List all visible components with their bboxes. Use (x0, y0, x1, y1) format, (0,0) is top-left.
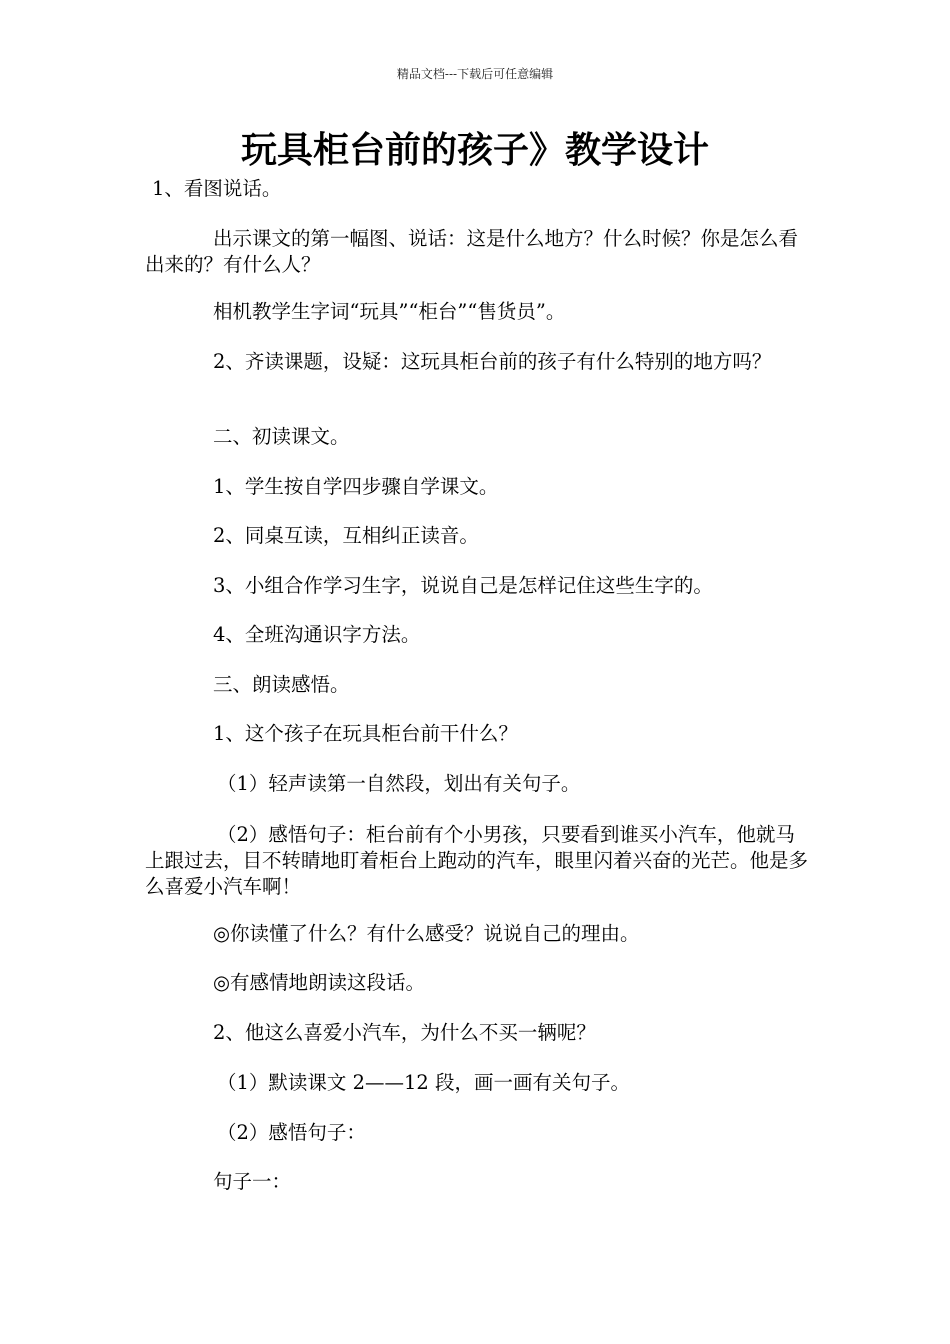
paragraph-5: 二、初读课文。 (213, 425, 350, 448)
paragraph-19: 句子一： (213, 1170, 292, 1193)
paragraph-11: 1、这个孩子在玩具柜台前干什么？ (213, 722, 518, 745)
paragraph-9: 4、全班沟通识字方法。 (213, 623, 421, 646)
paragraph-17: （1）默读课文 2——12 段，画一画有关句子。 (217, 1071, 631, 1094)
paragraph-3: 相机教学生字词“玩具”“柜台”“售货员”。 (213, 300, 566, 323)
paragraph-7: 2、同桌互读，互相纠正读音。 (213, 524, 479, 547)
paragraph-6: 1、学生按自学四步骤自学课文。 (213, 475, 499, 498)
paragraph-8: 3、小组合作学习生字，说说自己是怎样记住这些生字的。 (213, 574, 713, 597)
paragraph-1: 1、看图说话。 (152, 177, 282, 200)
paragraph-4: 2、齐读课题，设疑：这玩具柜台前的孩子有什么特别的地方吗？ (213, 350, 772, 373)
paragraph-12: （1）轻声读第一自然段，划出有关句子。 (217, 772, 581, 795)
paragraph-13: （2）感悟句子：柜台前有个小男孩，只要看到谁买小汽车，他就马上跟过去，目不转睛地盯着柜台上跑动的汽车，眼里闪着兴奋的光芒。他是多么喜爱小汽车啊！ (145, 823, 809, 898)
page-header: 精品文档---下载后可任意编辑 (396, 67, 554, 81)
paragraph-14: ◎你读懂了什么？有什么感受？说说自己的理由。 (213, 922, 640, 945)
document-title: 玩具柜台前的孩子》教学设计 (240, 130, 709, 171)
paragraph-10: 三、朗读感悟。 (213, 673, 350, 696)
paragraph-18: （2）感悟句子： (217, 1121, 366, 1144)
paragraph-16: 2、他这么喜爱小汽车，为什么不买一辆呢？ (213, 1021, 596, 1044)
paragraph-15: ◎有感情地朗读这段话。 (213, 971, 426, 994)
paragraph-2: 出示课文的第一幅图、说话：这是什么地方？什么时候？你是怎么看出来的？有什么人？ (145, 227, 799, 276)
